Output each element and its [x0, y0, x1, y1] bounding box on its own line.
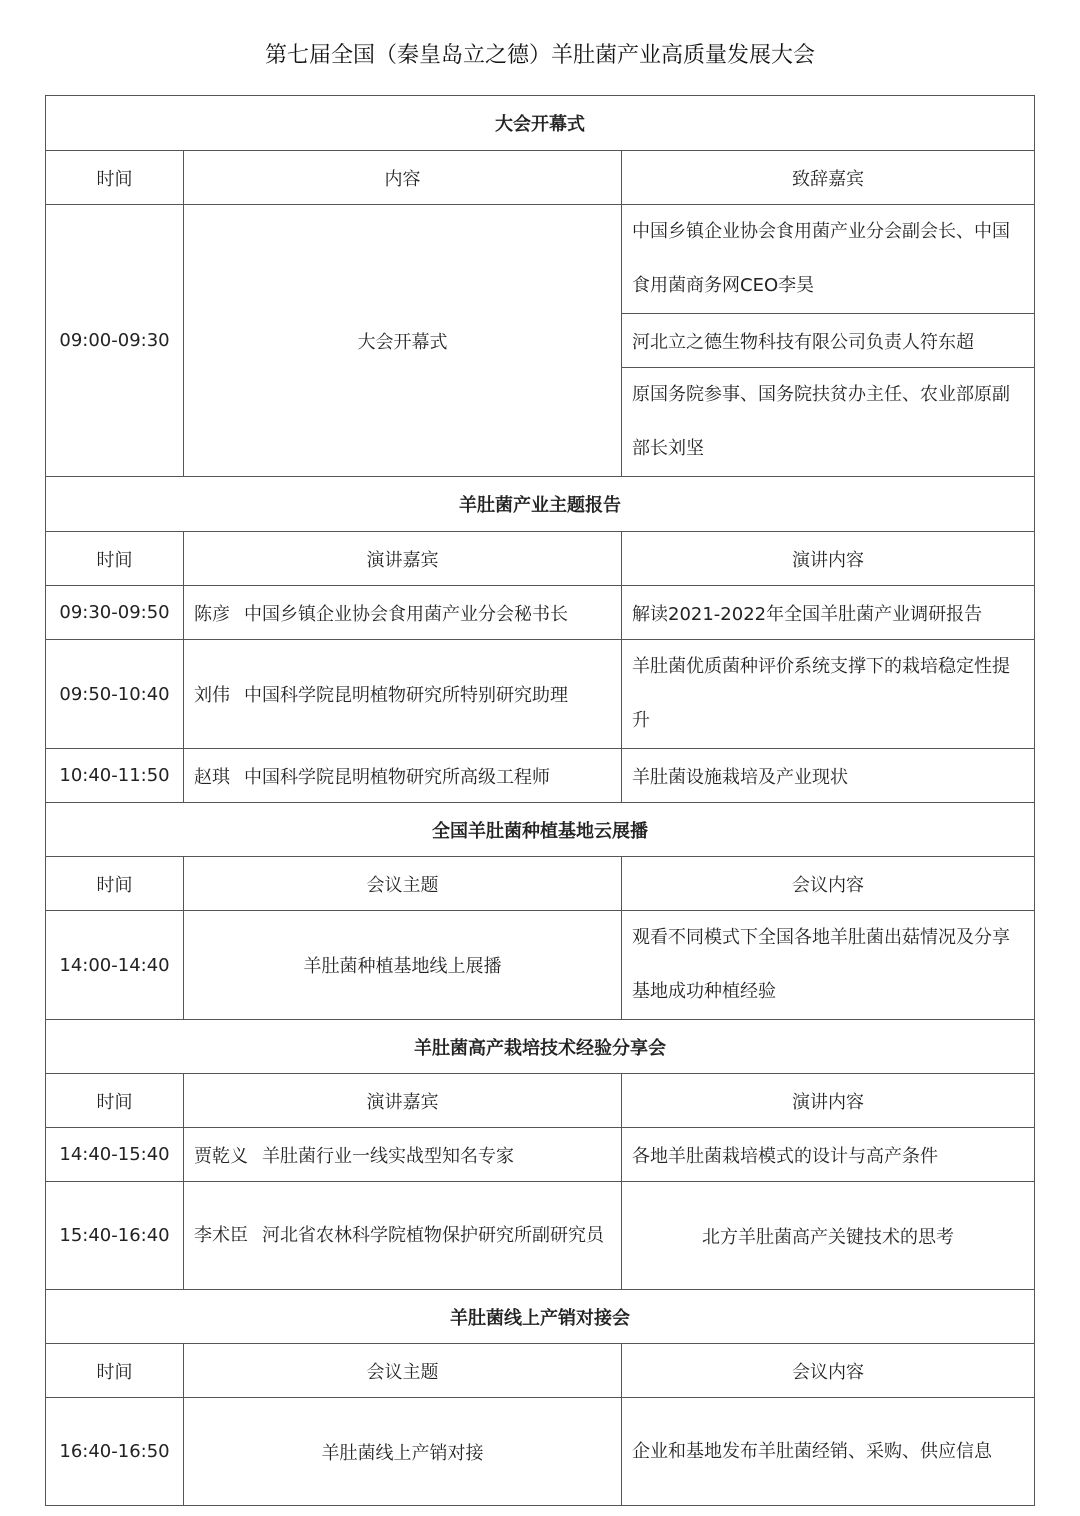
table-row	[46, 1398, 1035, 1506]
column-header: 会议主题	[184, 857, 622, 911]
page-title: 第七届全国（秦皇岛立之德）羊肚菌产业高质量发展大会	[264, 43, 815, 68]
column-header: 会议主题	[184, 1344, 622, 1398]
column-header: 演讲内容	[622, 532, 1035, 586]
time-cell: 09:50-10:40	[46, 640, 184, 749]
theme-cell: 羊肚菌种植基地线上展播	[184, 911, 622, 1020]
speaker-cell: 河北立之德生物科技有限公司负责人符东超	[622, 314, 1035, 368]
time-cell: 10:40-11:50	[46, 749, 184, 803]
section-header-row	[46, 1290, 1035, 1344]
speaker-cell: 中国乡镇企业协会食用菌产业分会副会长、中国食用菌商务网CEO李昊	[622, 205, 1035, 314]
speaker-name: 李术臣	[194, 1224, 248, 1246]
time-cell: 09:30-09:50	[46, 586, 184, 640]
speaker-role: 中国科学院昆明植物研究所高级工程师	[244, 766, 550, 788]
column-header: 时间	[46, 151, 184, 205]
column-header: 会议内容	[622, 1344, 1035, 1398]
column-header-row	[46, 151, 1035, 205]
column-header: 演讲嘉宾	[184, 1074, 622, 1128]
table-row	[46, 205, 1035, 314]
speaker-name: 刘伟	[194, 685, 230, 706]
topic-cell: 各地羊肚菌栽培模式的设计与高产条件	[622, 1128, 1035, 1182]
time-cell: 16:40-16:50	[46, 1398, 184, 1506]
speaker-role: 中国乡镇企业协会食用菌产业分会秘书长	[244, 603, 568, 625]
table-row	[46, 640, 1035, 749]
column-header: 时间	[46, 1074, 184, 1128]
topic-cell: 北方羊肚菌高产关键技术的思考	[622, 1182, 1035, 1290]
content-cell: 大会开幕式	[184, 205, 622, 477]
topic-cell: 羊肚菌优质菌种评价系统支撑下的栽培稳定性提升	[622, 640, 1035, 749]
content-cell: 企业和基地发布羊肚菌经销、采购、供应信息	[622, 1398, 1035, 1506]
speaker-cell	[184, 586, 622, 640]
topic-cell: 羊肚菌设施栽培及产业现状	[622, 749, 1035, 803]
speaker-cell	[184, 1182, 622, 1290]
section-title-report: 羊肚菌产业主题报告	[46, 477, 1035, 532]
speaker-cell	[184, 640, 622, 749]
section-title-docking: 羊肚菌线上产销对接会	[46, 1290, 1035, 1344]
section-title-sharing: 羊肚菌高产栽培技术经验分享会	[46, 1020, 1035, 1074]
section-header-row	[46, 803, 1035, 857]
table-row	[46, 1128, 1035, 1182]
column-header-row	[46, 857, 1035, 911]
column-header: 时间	[46, 532, 184, 586]
column-header: 时间	[46, 857, 184, 911]
time-cell: 14:00-14:40	[46, 911, 184, 1020]
speaker-name: 陈彦	[194, 603, 230, 625]
table-row	[46, 911, 1035, 1020]
time-cell: 15:40-16:40	[46, 1182, 184, 1290]
section-title-cloud: 全国羊肚菌种植基地云展播	[46, 803, 1035, 857]
theme-cell: 羊肚菌线上产销对接	[184, 1398, 622, 1506]
content-cell: 观看不同模式下全国各地羊肚菌出菇情况及分享基地成功种植经验	[622, 911, 1035, 1020]
column-header: 会议内容	[622, 857, 1035, 911]
section-header-row	[46, 1020, 1035, 1074]
speaker-role: 河北省农林科学院植物保护研究所副研究员	[262, 1224, 604, 1246]
column-header: 演讲内容	[622, 1074, 1035, 1128]
column-header: 致辞嘉宾	[622, 151, 1035, 205]
table-row	[46, 1182, 1035, 1290]
column-header: 演讲嘉宾	[184, 532, 622, 586]
speaker-name: 贾乾义	[194, 1145, 248, 1167]
table-row	[46, 586, 1035, 640]
speaker-cell: 原国务院参事、国务院扶贫办主任、农业部原副部长刘坚	[622, 368, 1035, 477]
speaker-name: 赵琪	[194, 766, 230, 788]
section-header-row	[46, 477, 1035, 532]
speaker-role: 羊肚菌行业一线实战型知名专家	[262, 1145, 514, 1167]
column-header-row	[46, 532, 1035, 586]
topic-cell: 解读2021-2022年全国羊肚菌产业调研报告	[622, 586, 1035, 640]
speaker-cell	[184, 1128, 622, 1182]
section-title-opening: 大会开幕式	[46, 96, 1035, 151]
schedule-table	[45, 95, 1035, 1506]
table-row	[46, 749, 1035, 803]
section-header-row	[46, 96, 1035, 151]
time-cell: 09:00-09:30	[46, 205, 184, 477]
column-header-row	[46, 1074, 1035, 1128]
speaker-cell	[184, 749, 622, 803]
time-cell: 14:40-15:40	[46, 1128, 184, 1182]
column-header: 时间	[46, 1344, 184, 1398]
column-header: 内容	[184, 151, 622, 205]
speaker-role: 中国科学院昆明植物研究所特别研究助理	[244, 685, 568, 706]
column-header-row	[46, 1344, 1035, 1398]
